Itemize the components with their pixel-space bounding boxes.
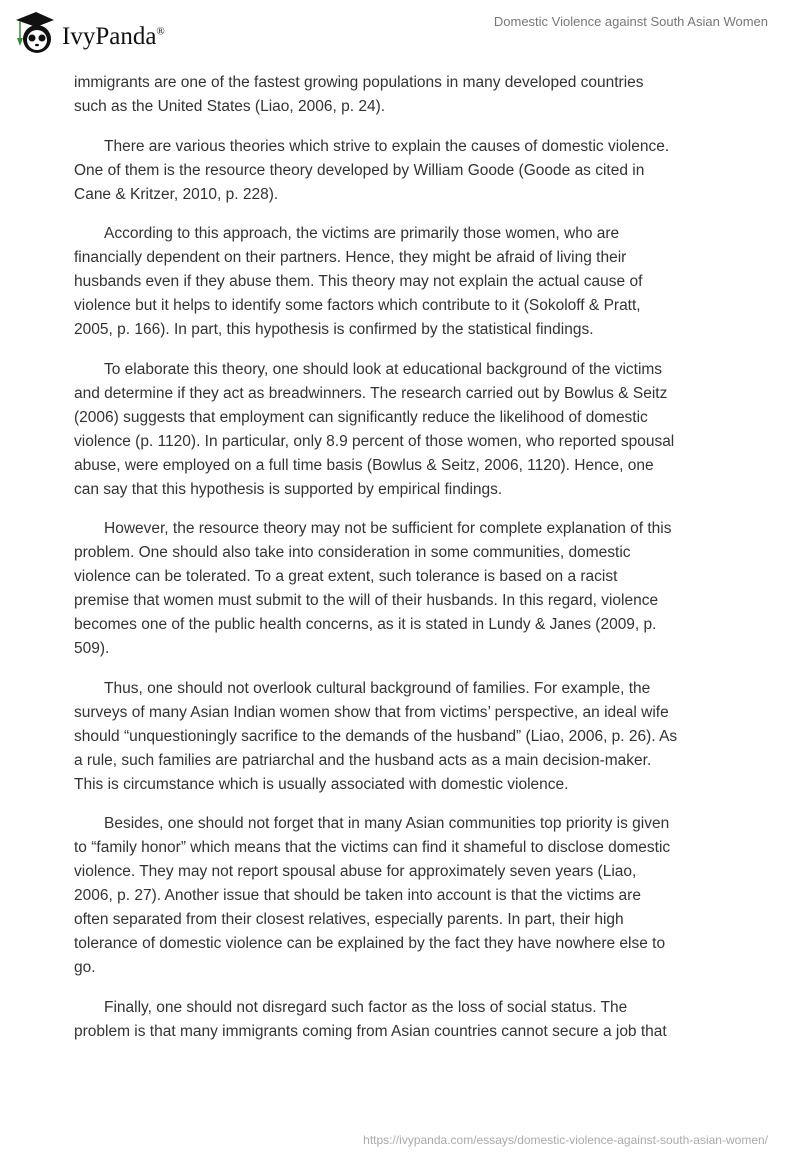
text-line: to “family honor” which means that the victims can find it shameful to disclose domestic xyxy=(74,839,671,856)
text-line: husbands even if they abuse them. This theory may not explain the actual cause of xyxy=(74,273,643,290)
text-line: According to this approach, the victims are primarily those women, who are xyxy=(104,225,620,242)
panda-graduate-icon xyxy=(12,8,56,56)
source-url[interactable]: https://ivypanda.com/essays/domestic-violence-against-south-asian-women/ xyxy=(363,1133,768,1147)
ivypanda-logo[interactable] xyxy=(12,8,165,56)
text-line: 2006, p. 27). Another issue that should be taken into account is that the victims are xyxy=(74,887,641,904)
text-line: such as the United States (Liao, 2006, p. 24). xyxy=(74,98,386,115)
text-line: immigrants are one of the fastest growing populations in many developed countries xyxy=(74,74,644,91)
paragraph xyxy=(74,812,734,980)
text-line: To elaborate this theory, one should look at educational background of the victims xyxy=(104,360,663,378)
text-line: can say that this hypothesis is supported by empirical findings. xyxy=(74,480,503,498)
text-line: violence can be tolerated. To a great extent, such tolerance is based on a racist xyxy=(74,568,618,585)
text-line: Finally, one should not disregard such factor as the loss of social status. The xyxy=(104,998,628,1016)
text-line: becomes one of the public health concerns, as it is stated in Lundy & Janes (2009, p. xyxy=(74,616,657,633)
text-line: and determine if they act as breadwinners. The research carried out by Bowlus & Seitz xyxy=(74,384,668,402)
text-line: 509). xyxy=(74,640,110,657)
text-line: a rule, such families are patriarchal and the husband acts as a main decision-maker. xyxy=(74,751,652,769)
text-line: Cane & Kritzer, 2010, p. 228). xyxy=(74,185,279,203)
text-line: should “unquestioningly sacrifice to the demands of the husband” (Liao, 2006, p. 26). As xyxy=(74,727,678,745)
essay-body xyxy=(74,71,734,1059)
text-line: problem is that many immigrants coming from Asian countries cannot secure a job that xyxy=(74,1022,667,1040)
brand-text: IvyPanda xyxy=(62,23,157,50)
text-line: This is circumstance which is usually associated with domestic violence. xyxy=(74,775,569,793)
paragraph xyxy=(74,222,734,342)
text-line: 2005, p. 166). In part, this hypothesis is confirmed by the statistical findings. xyxy=(74,321,594,338)
paragraph xyxy=(74,517,734,661)
registered-mark: ® xyxy=(156,25,165,38)
text-line: tolerance of domestic violence can be explained by the fact they have nowhere else to xyxy=(74,935,666,952)
text-line: problem. One should also take into consideration in some communities, domestic xyxy=(74,544,631,561)
paragraph xyxy=(74,71,734,119)
text-line: premise that women must submit to the will of their husbands. In this regard, violence xyxy=(74,592,659,609)
text-line: One of them is the resource theory developed by William Goode (Goode as cited in xyxy=(74,161,645,179)
text-line: There are various theories which strive to explain the causes of domestic violence. xyxy=(104,137,670,155)
paragraph xyxy=(74,135,734,207)
paragraph xyxy=(74,677,734,797)
text-line: violence but it helps to identify some factors which contribute to it (Sokoloff & Pratt, xyxy=(74,297,641,314)
text-line: financially dependent on their partners. Hence, they might be afraid of living their xyxy=(74,249,627,266)
text-line: abuse, were employed on a full time basis (Bowlus & Seitz, 2006, 1120). Hence, one xyxy=(74,456,654,474)
paragraph xyxy=(74,358,734,502)
text-line: violence (p. 1120). In particular, only 8.9 percent of those women, who reported spousal xyxy=(74,432,675,450)
text-line: often separated from their closest relatives, especially parents. In part, their high xyxy=(74,911,624,928)
text-line: surveys of many Asian Indian women show that from victims’ perspective, an ideal wife xyxy=(74,703,669,721)
text-line: go. xyxy=(74,959,96,976)
paragraph xyxy=(74,996,734,1044)
text-line: violence. They may not report spousal abuse for approximately seven years (Liao, xyxy=(74,863,637,880)
brand-name xyxy=(62,23,165,51)
text-line: Besides, one should not forget that in many Asian communities top priority is given xyxy=(104,815,670,832)
text-line: (2006) suggests that employment can significantly reduce the likelihood of domestic xyxy=(74,408,648,426)
text-line: However, the resource theory may not be sufficient for complete explanation of this xyxy=(104,520,672,537)
text-line: Thus, one should not overlook cultural background of families. For example, the xyxy=(104,679,651,697)
document-title: Domestic Violence against South Asian Women xyxy=(493,14,768,29)
